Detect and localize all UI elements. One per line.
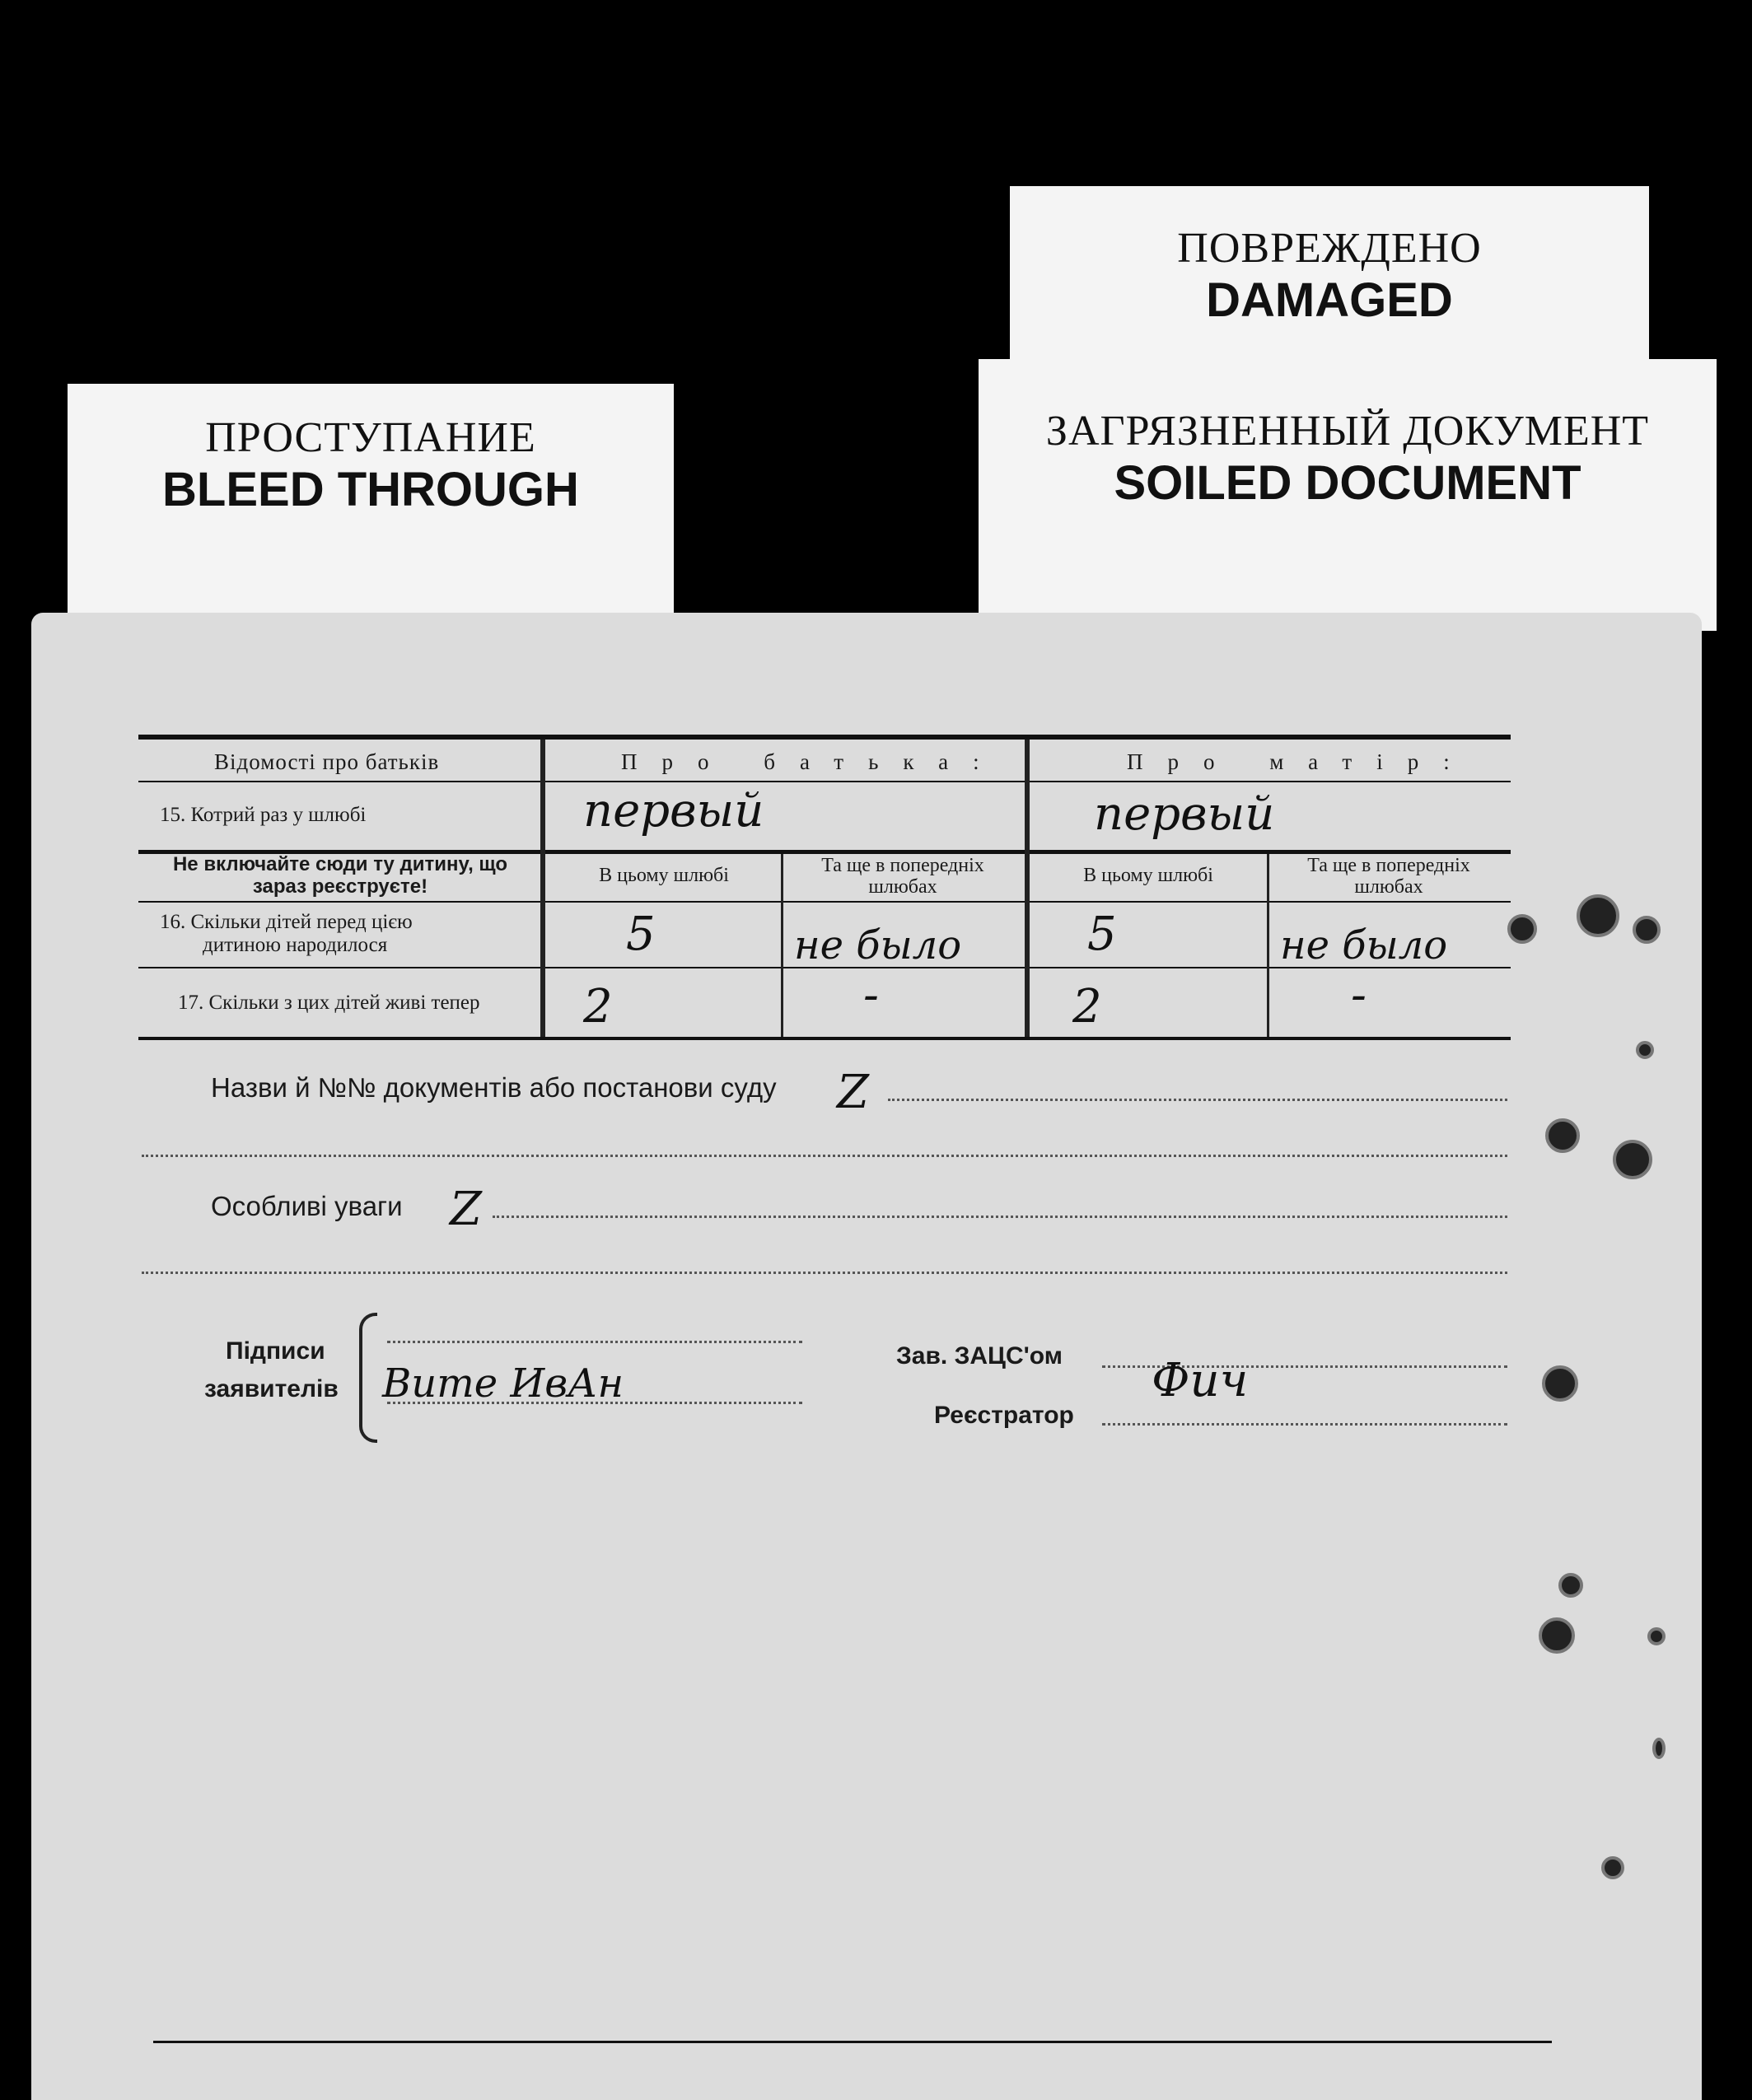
documents-label: Назви й №№ документів або постанови суду xyxy=(211,1072,777,1103)
header-mother: Про матір: xyxy=(1127,749,1474,774)
header-parents-info: Відомості про батьків xyxy=(214,749,440,774)
punch-hole xyxy=(1652,1738,1666,1759)
damaged-label-ru: ПОВРЕЖДЕНО xyxy=(1177,225,1482,272)
notes-label: Особливі уваги xyxy=(211,1191,403,1221)
applicant-signature-line-2 xyxy=(387,1402,802,1404)
punch-hole xyxy=(1636,1041,1654,1059)
table-col-divider-2 xyxy=(781,854,783,1037)
row17-mother-previous: - xyxy=(1351,968,1367,1022)
row15-mother-value: первый xyxy=(1094,787,1275,841)
bleed-through-label xyxy=(68,384,674,631)
table-header-rule xyxy=(138,781,1511,782)
table-col-divider-4 xyxy=(1267,854,1269,1037)
applicants-label-line1: Підписи xyxy=(226,1337,325,1365)
row16-father-previous: не было xyxy=(794,922,962,968)
bleed-label-ru: ПРОСТУПАНИЕ xyxy=(205,414,536,461)
table-subhead-rule xyxy=(138,901,1511,903)
subhead-father-previous: Та ще в попередніх шлюбах xyxy=(821,855,984,898)
registry-form-page xyxy=(31,613,1702,2100)
punch-hole xyxy=(1577,894,1619,937)
punch-hole xyxy=(1539,1617,1575,1654)
header-father: Про батька: xyxy=(621,749,1004,774)
row17-father-current: 2 xyxy=(583,980,613,1034)
row17-label: 17. Скільки з цих дітей живі тепер xyxy=(178,992,480,1014)
subhead-mother-current: В цьому шлюбі xyxy=(1083,865,1213,886)
row16-mother-previous: не было xyxy=(1280,922,1448,968)
punch-hole xyxy=(1647,1627,1666,1645)
registrar-signature: Фич xyxy=(1152,1354,1249,1407)
registrar-label: Реєстратор xyxy=(934,1402,1074,1429)
punch-hole xyxy=(1613,1140,1652,1179)
row17-mother-current: 2 xyxy=(1072,980,1102,1034)
table-top-rule xyxy=(138,735,1511,740)
row15-label: 15. Котрий раз у шлюбі xyxy=(160,804,367,826)
row16-label-line2: дитиною народилося xyxy=(203,934,388,956)
applicant-signature-line-1 xyxy=(387,1341,802,1343)
row17-father-previous: - xyxy=(863,968,879,1022)
row16-label-line1: 16. Скільки дітей перед цією xyxy=(160,911,413,933)
page-bottom-rule xyxy=(153,2041,1552,2043)
row16-father-current: 5 xyxy=(626,908,656,961)
applicant-signature: Вите ИвАн xyxy=(382,1360,624,1407)
applicants-brace xyxy=(359,1313,377,1443)
documents-value: Z xyxy=(837,1066,869,1119)
soiled-label-en: SOILED DOCUMENT xyxy=(1114,456,1581,510)
table-col-divider-1 xyxy=(540,740,545,1037)
damaged-label xyxy=(1010,186,1649,362)
punch-hole xyxy=(1545,1118,1580,1153)
applicants-label-line2: заявителів xyxy=(204,1375,339,1402)
punch-hole xyxy=(1601,1856,1624,1879)
row16-mother-current: 5 xyxy=(1087,908,1117,961)
bleed-label-en: BLEED THROUGH xyxy=(162,463,579,516)
punch-hole xyxy=(1558,1573,1583,1598)
row15-father-value: первый xyxy=(583,784,764,838)
punch-hole xyxy=(1542,1365,1578,1402)
soiled-document-label xyxy=(979,359,1717,631)
notes-dotted-line-2 xyxy=(142,1272,1507,1274)
punch-hole xyxy=(1633,916,1661,944)
documents-dotted-line xyxy=(888,1099,1507,1101)
damaged-label-en: DAMAGED xyxy=(1206,273,1453,327)
exclusion-note: Не включайте сюди ту дитину, що зараз реєструєте! xyxy=(172,853,508,898)
subhead-father-current: В цьому шлюбі xyxy=(599,865,729,886)
documents-dotted-line-2 xyxy=(142,1155,1507,1157)
table-bottom-rule xyxy=(138,1037,1511,1040)
punch-hole xyxy=(1507,914,1537,944)
registrar-signature-line xyxy=(1102,1423,1507,1426)
table-col-divider-3 xyxy=(1025,740,1030,1037)
soiled-label-ru: ЗАГРЯЗНЕННЫЙ ДОКУМЕНТ xyxy=(1045,408,1650,455)
notes-dotted-line xyxy=(493,1216,1507,1218)
subhead-mother-previous: Та ще в попередніх шлюбах xyxy=(1307,855,1470,898)
notes-value: Z xyxy=(450,1183,482,1236)
head-label: Зав. ЗАЦС'ом xyxy=(896,1342,1063,1370)
